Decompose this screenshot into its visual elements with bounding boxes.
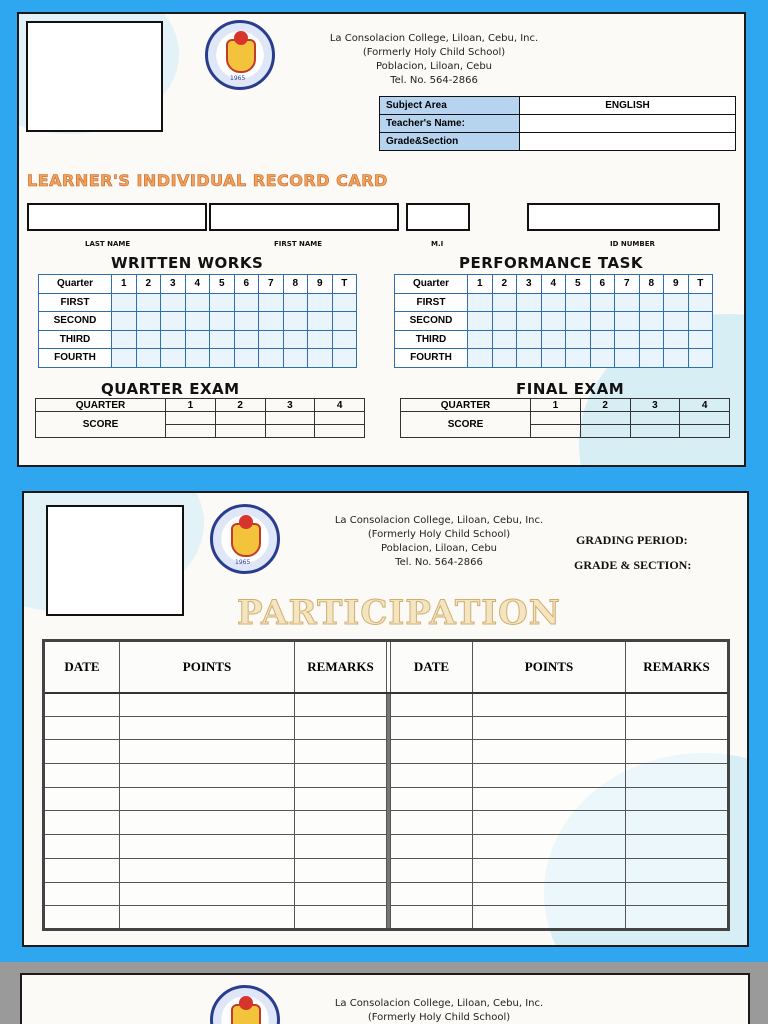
cell[interactable] <box>473 858 626 882</box>
pt-cell[interactable] <box>468 349 493 368</box>
subject-info-table <box>379 96 736 151</box>
mi-field[interactable] <box>406 203 470 231</box>
ww-header-col: T <box>332 275 357 294</box>
subject-area-label: Subject Area <box>380 97 520 115</box>
last-name-field[interactable] <box>27 203 207 231</box>
ww-cell[interactable] <box>234 349 259 368</box>
cell[interactable] <box>626 764 729 788</box>
cell[interactable] <box>44 740 120 764</box>
cell[interactable] <box>295 787 387 811</box>
participation-title: PARTICIPATION <box>237 593 561 633</box>
record-card <box>17 12 746 467</box>
cell[interactable] <box>44 693 120 717</box>
ww-cell[interactable] <box>332 293 357 312</box>
fe-header-col: 1 <box>531 399 581 412</box>
pt-cell[interactable] <box>639 312 664 331</box>
ww-cell[interactable] <box>185 293 210 312</box>
cell[interactable] <box>473 787 626 811</box>
ww-header-quarter: Quarter <box>39 275 112 294</box>
cell[interactable] <box>626 906 729 930</box>
school-address: Poblacion, Liloan, Cebu <box>380 543 498 554</box>
ww-cell[interactable] <box>283 293 308 312</box>
cell[interactable] <box>44 858 120 882</box>
ww-header-col: 9 <box>308 275 333 294</box>
table-row <box>44 835 729 859</box>
school-header <box>289 32 579 88</box>
ww-header-col: 1 <box>112 275 137 294</box>
table-row <box>44 740 729 764</box>
cell[interactable] <box>626 835 729 859</box>
ww-cell[interactable] <box>185 312 210 331</box>
pt-header-col: 2 <box>492 275 517 294</box>
ww-cell[interactable] <box>308 312 333 331</box>
pt-cell[interactable] <box>517 330 542 349</box>
fe-score-cell[interactable] <box>680 425 730 438</box>
cell[interactable] <box>473 764 626 788</box>
cell[interactable] <box>391 882 473 906</box>
cell[interactable] <box>391 740 473 764</box>
table-row <box>44 882 729 906</box>
ww-header-col: 6 <box>234 275 259 294</box>
ww-cell[interactable] <box>234 293 259 312</box>
ww-row-label: THIRD <box>39 330 112 349</box>
pt-row-label: THIRD <box>395 330 468 349</box>
ww-cell[interactable] <box>185 349 210 368</box>
school-former-name: (Formerly Holy Child School) <box>362 47 506 58</box>
col-remarks: REMARKS <box>295 641 387 693</box>
cell[interactable] <box>295 740 387 764</box>
qe-score-cell[interactable] <box>166 425 216 438</box>
cell[interactable] <box>295 906 387 930</box>
ww-cell[interactable] <box>283 312 308 331</box>
school-address: Poblacion, Liloan, Cebu <box>375 61 493 72</box>
qe-header-col: 4 <box>315 399 365 412</box>
col-points: POINTS <box>473 641 626 693</box>
pt-cell[interactable] <box>664 312 689 331</box>
table-row <box>44 716 729 740</box>
school-name: La Consolacion College, Liloan, Cebu, Inc. <box>334 515 544 526</box>
table-row <box>44 764 729 788</box>
school-former-name: (Formerly Holy Child School) <box>367 529 511 540</box>
first-name-label: FIRST NAME <box>274 240 323 248</box>
ww-row-label: FOURTH <box>39 349 112 368</box>
cell[interactable] <box>44 882 120 906</box>
ww-header-col: 2 <box>136 275 161 294</box>
ww-header-col: 3 <box>161 275 186 294</box>
pt-cell[interactable] <box>688 330 713 349</box>
pt-cell[interactable] <box>615 293 640 312</box>
ww-cell[interactable] <box>283 349 308 368</box>
quarter-exam-table <box>35 398 365 438</box>
cell[interactable] <box>473 693 626 717</box>
ww-cell[interactable] <box>136 349 161 368</box>
pt-row-label: FOURTH <box>395 349 468 368</box>
subject-area-value[interactable]: ENGLISH <box>520 97 736 115</box>
cell[interactable] <box>120 835 295 859</box>
cell[interactable] <box>120 693 295 717</box>
ww-header-col: 7 <box>259 275 284 294</box>
cell[interactable] <box>473 906 626 930</box>
pt-cell[interactable] <box>566 349 591 368</box>
cell[interactable] <box>120 906 295 930</box>
qe-header-col: 3 <box>265 399 315 412</box>
ww-cell[interactable] <box>259 312 284 331</box>
pt-header-col: 6 <box>590 275 615 294</box>
cell[interactable] <box>473 882 626 906</box>
ww-header-col: 5 <box>210 275 235 294</box>
fe-header-col: 2 <box>580 399 630 412</box>
cell[interactable] <box>473 716 626 740</box>
qe-header-col: 1 <box>166 399 216 412</box>
ww-cell[interactable] <box>112 330 137 349</box>
ww-cell[interactable] <box>332 349 357 368</box>
cell[interactable] <box>44 811 120 835</box>
school-former-name: (Formerly Holy Child School) <box>367 1012 511 1023</box>
pt-cell[interactable] <box>492 312 517 331</box>
performance-task-title: PERFORMANCE TASK <box>459 254 644 272</box>
pt-cell[interactable] <box>639 349 664 368</box>
pt-cell[interactable] <box>541 330 566 349</box>
quarter-exam-title: QUARTER EXAM <box>101 380 240 398</box>
last-name-label: LAST NAME <box>85 240 131 248</box>
table-row <box>44 906 729 930</box>
ww-cell[interactable] <box>136 312 161 331</box>
cell[interactable] <box>391 858 473 882</box>
pt-header-col: 8 <box>639 275 664 294</box>
ww-cell[interactable] <box>161 312 186 331</box>
first-name-field[interactable] <box>209 203 399 231</box>
cell[interactable] <box>626 740 729 764</box>
cell[interactable] <box>295 716 387 740</box>
school-seal <box>210 985 280 1024</box>
cell[interactable] <box>391 835 473 859</box>
table-row <box>44 693 729 717</box>
cell[interactable] <box>473 835 626 859</box>
card-title: LEARNER'S INDIVIDUAL RECORD CARD <box>27 171 388 190</box>
cell[interactable] <box>120 858 295 882</box>
ww-cell[interactable] <box>210 312 235 331</box>
qe-score-cell[interactable] <box>166 412 216 425</box>
cell[interactable] <box>626 693 729 717</box>
cell[interactable] <box>44 716 120 740</box>
cell[interactable] <box>473 740 626 764</box>
pt-header-col: T <box>688 275 713 294</box>
pt-cell[interactable] <box>517 293 542 312</box>
pt-header-col: 4 <box>541 275 566 294</box>
ww-cell[interactable] <box>308 349 333 368</box>
next-card <box>20 973 750 1024</box>
school-header <box>294 514 584 570</box>
ww-cell[interactable] <box>161 330 186 349</box>
col-remarks: REMARKS <box>626 641 729 693</box>
final-exam-table <box>400 398 730 438</box>
ww-cell[interactable] <box>136 330 161 349</box>
fe-score-cell[interactable] <box>580 412 630 425</box>
pt-header-quarter: Quarter <box>395 275 468 294</box>
pt-cell[interactable] <box>615 330 640 349</box>
pt-cell[interactable] <box>541 349 566 368</box>
school-tel: Tel. No. 564-2866 <box>390 75 478 86</box>
ww-cell[interactable] <box>112 312 137 331</box>
ww-cell[interactable] <box>308 293 333 312</box>
qe-score-label: SCORE <box>36 412 166 438</box>
pt-cell[interactable] <box>688 293 713 312</box>
pt-cell[interactable] <box>541 312 566 331</box>
cell[interactable] <box>120 787 295 811</box>
id-number-field[interactable] <box>527 203 720 231</box>
ww-cell[interactable] <box>112 293 137 312</box>
ww-cell[interactable] <box>308 330 333 349</box>
participation-card <box>22 491 749 947</box>
photo-box <box>26 21 163 132</box>
ww-header-col: 8 <box>283 275 308 294</box>
school-name: La Consolacion College, Liloan, Cebu, Inc. <box>334 998 544 1009</box>
pt-cell[interactable] <box>639 293 664 312</box>
pt-cell[interactable] <box>590 312 615 331</box>
fe-score-label: SCORE <box>401 412 531 438</box>
cell[interactable] <box>391 716 473 740</box>
pt-cell[interactable] <box>664 349 689 368</box>
mi-label: M.I <box>431 240 444 248</box>
cell[interactable] <box>295 835 387 859</box>
cell[interactable] <box>391 787 473 811</box>
pt-cell[interactable] <box>615 349 640 368</box>
grade-section-value[interactable] <box>520 133 736 151</box>
pt-header-col: 7 <box>615 275 640 294</box>
school-seal: 1965 <box>205 20 275 90</box>
ww-cell[interactable] <box>234 312 259 331</box>
fe-header-col: 3 <box>630 399 680 412</box>
written-works-title: WRITTEN WORKS <box>111 254 264 272</box>
cell[interactable] <box>44 764 120 788</box>
cell[interactable] <box>391 811 473 835</box>
cell[interactable] <box>295 811 387 835</box>
pt-cell[interactable] <box>688 349 713 368</box>
pt-cell[interactable] <box>468 330 493 349</box>
pt-cell[interactable] <box>590 349 615 368</box>
photo-box <box>46 505 184 616</box>
qe-score-cell[interactable] <box>215 412 265 425</box>
qe-header-col: 2 <box>215 399 265 412</box>
pt-cell[interactable] <box>492 349 517 368</box>
grade-section-label: GRADE & SECTION: <box>574 558 692 572</box>
cell[interactable] <box>391 693 473 717</box>
cell[interactable] <box>120 811 295 835</box>
performance-task-grid <box>394 274 713 368</box>
cell[interactable] <box>295 693 387 717</box>
school-header <box>294 997 584 1024</box>
cell[interactable] <box>295 858 387 882</box>
ww-cell[interactable] <box>259 349 284 368</box>
cell[interactable] <box>626 811 729 835</box>
cell[interactable] <box>120 764 295 788</box>
ww-cell[interactable] <box>112 349 137 368</box>
final-exam-title: FINAL EXAM <box>516 380 625 398</box>
participation-table <box>42 639 730 931</box>
pt-cell[interactable] <box>492 293 517 312</box>
id-number-label: ID NUMBER <box>610 240 655 248</box>
cell[interactable] <box>391 764 473 788</box>
cell[interactable] <box>44 906 120 930</box>
fe-score-cell[interactable] <box>680 412 730 425</box>
school-tel: Tel. No. 564-2866 <box>395 557 483 568</box>
cell[interactable] <box>626 882 729 906</box>
ww-cell[interactable] <box>210 349 235 368</box>
fe-header-quarter: QUARTER <box>401 399 531 412</box>
col-points: POINTS <box>120 641 295 693</box>
grade-section-label: Grade&Section <box>380 133 520 151</box>
pt-cell[interactable] <box>541 293 566 312</box>
pt-cell[interactable] <box>639 330 664 349</box>
pt-cell[interactable] <box>566 330 591 349</box>
cell[interactable] <box>120 716 295 740</box>
table-row <box>44 858 729 882</box>
qe-score-cell[interactable] <box>265 412 315 425</box>
pt-cell[interactable] <box>517 349 542 368</box>
pt-cell[interactable] <box>468 293 493 312</box>
cell[interactable] <box>626 787 729 811</box>
ww-row-label: FIRST <box>39 293 112 312</box>
pt-header-col: 1 <box>468 275 493 294</box>
fe-score-cell[interactable] <box>531 425 581 438</box>
cell[interactable] <box>626 858 729 882</box>
teacher-name-value[interactable] <box>520 115 736 133</box>
cell[interactable] <box>44 787 120 811</box>
ww-cell[interactable] <box>259 293 284 312</box>
cell[interactable] <box>295 882 387 906</box>
cell[interactable] <box>391 906 473 930</box>
qe-score-cell[interactable] <box>315 412 365 425</box>
col-date: DATE <box>44 641 120 693</box>
ww-cell[interactable] <box>210 330 235 349</box>
grading-period-label: GRADING PERIOD: <box>576 533 688 547</box>
pt-header-col: 9 <box>664 275 689 294</box>
teacher-name-label: Teacher's Name: <box>380 115 520 133</box>
ww-cell[interactable] <box>210 293 235 312</box>
written-works-grid <box>38 274 357 368</box>
ww-header-col: 4 <box>185 275 210 294</box>
ww-cell[interactable] <box>332 330 357 349</box>
pt-cell[interactable] <box>664 330 689 349</box>
qe-score-cell[interactable] <box>315 425 365 438</box>
pt-cell[interactable] <box>590 330 615 349</box>
ww-cell[interactable] <box>283 330 308 349</box>
school-seal: 1965 <box>210 504 280 574</box>
table-row <box>44 787 729 811</box>
cell[interactable] <box>626 716 729 740</box>
ww-cell[interactable] <box>332 312 357 331</box>
cell[interactable] <box>473 811 626 835</box>
ww-cell[interactable] <box>234 330 259 349</box>
pt-row-label: SECOND <box>395 312 468 331</box>
pt-cell[interactable] <box>566 312 591 331</box>
pt-cell[interactable] <box>590 293 615 312</box>
cell[interactable] <box>295 764 387 788</box>
pt-cell[interactable] <box>566 293 591 312</box>
fe-score-cell[interactable] <box>531 412 581 425</box>
pt-header-col: 5 <box>566 275 591 294</box>
qe-score-cell[interactable] <box>265 425 315 438</box>
ww-cell[interactable] <box>161 293 186 312</box>
fe-score-cell[interactable] <box>630 412 680 425</box>
pt-row-label: FIRST <box>395 293 468 312</box>
qe-score-cell[interactable] <box>215 425 265 438</box>
ww-cell[interactable] <box>185 330 210 349</box>
qe-header-quarter: QUARTER <box>36 399 166 412</box>
fe-score-cell[interactable] <box>630 425 680 438</box>
cell[interactable] <box>120 740 295 764</box>
cell[interactable] <box>120 882 295 906</box>
fe-header-col: 4 <box>680 399 730 412</box>
school-name: La Consolacion College, Liloan, Cebu, Inc. <box>329 33 539 44</box>
pt-cell[interactable] <box>517 312 542 331</box>
table-row <box>44 811 729 835</box>
ww-row-label: SECOND <box>39 312 112 331</box>
pt-cell[interactable] <box>468 312 493 331</box>
pt-header-col: 3 <box>517 275 542 294</box>
pt-cell[interactable] <box>688 312 713 331</box>
ww-cell[interactable] <box>259 330 284 349</box>
ww-cell[interactable] <box>161 349 186 368</box>
cell[interactable] <box>44 835 120 859</box>
ww-cell[interactable] <box>136 293 161 312</box>
fe-score-cell[interactable] <box>580 425 630 438</box>
pt-cell[interactable] <box>492 330 517 349</box>
pt-cell[interactable] <box>615 312 640 331</box>
col-date: DATE <box>391 641 473 693</box>
pt-cell[interactable] <box>664 293 689 312</box>
